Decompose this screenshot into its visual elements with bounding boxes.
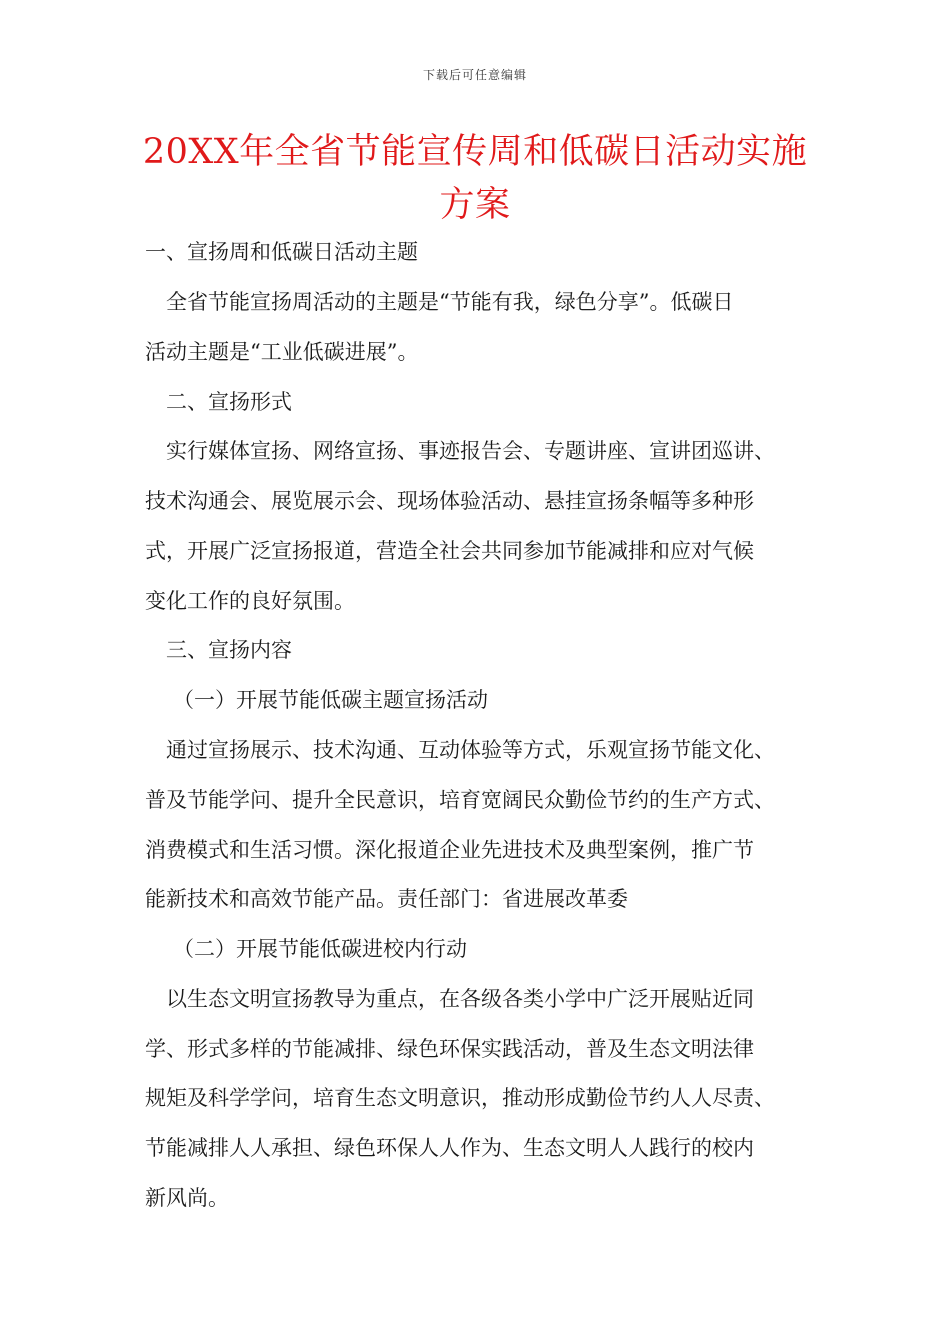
paragraph-line: 技术沟通会、展览展示会、现场体验活动、悬挂宣扬条幅等多种形 bbox=[145, 489, 754, 513]
paragraph-line: 消费模式和生活习惯。深化报道企业先进技术及典型案例，推广节 bbox=[145, 838, 754, 862]
section-heading-content: 三、宣扬内容 bbox=[166, 638, 292, 662]
paragraph-line: 实行媒体宣扬、网络宣扬、事迹报告会、专题讲座、宣讲团巡讲、 bbox=[166, 439, 775, 463]
document-title bbox=[130, 126, 820, 232]
paragraph-line: 普及节能学问、提升全民意识，培育宽阔民众勤俭节约的生产方式、 bbox=[145, 788, 775, 812]
paragraph-line: 节能减排人人承担、绿色环保人人作为、生态文明人人践行的校内 bbox=[145, 1136, 754, 1160]
page-header-note: 下载后可任意编辑 bbox=[422, 68, 527, 82]
paragraph-line: 以生态文明宣扬教导为重点，在各级各类小学中广泛开展贴近同 bbox=[166, 987, 754, 1011]
subsection-heading-2: （二）开展节能低碳进校内行动 bbox=[173, 937, 467, 961]
paragraph-line: 能新技术和高效节能产品。责任部门：省进展改革委 bbox=[145, 887, 628, 911]
paragraph-line: 活动主题是“工业低碳进展”。 bbox=[145, 340, 419, 364]
paragraph-line: 学、形式多样的节能减排、绿色环保实践活动，普及生态文明法律 bbox=[145, 1037, 754, 1061]
paragraph-line: 变化工作的良好氛围。 bbox=[145, 589, 355, 613]
section-heading-form: 二、宣扬形式 bbox=[166, 390, 292, 414]
paragraph-line: 全省节能宣扬周活动的主题是“节能有我，绿色分享”。低碳日 bbox=[166, 290, 734, 314]
paragraph-line: 通过宣扬展示、技术沟通、互动体验等方式，乐观宣扬节能文化、 bbox=[166, 738, 775, 762]
document-title-line-1: 20XX年全省节能宣传周和低碳日活动实施 bbox=[142, 132, 808, 172]
paragraph-line: 新风尚。 bbox=[145, 1186, 229, 1210]
document-title-line-2: 方案 bbox=[439, 185, 511, 225]
paragraph-line: 规矩及科学学问，培育生态文明意识，推动形成勤俭节约人人尽责、 bbox=[145, 1086, 775, 1110]
subsection-heading-1: （一）开展节能低碳主题宣扬活动 bbox=[173, 688, 488, 712]
section-heading-theme: 一、宣扬周和低碳日活动主题 bbox=[145, 240, 418, 264]
paragraph-line: 式，开展广泛宣扬报道，营造全社会共同参加节能减排和应对气候 bbox=[145, 539, 754, 563]
